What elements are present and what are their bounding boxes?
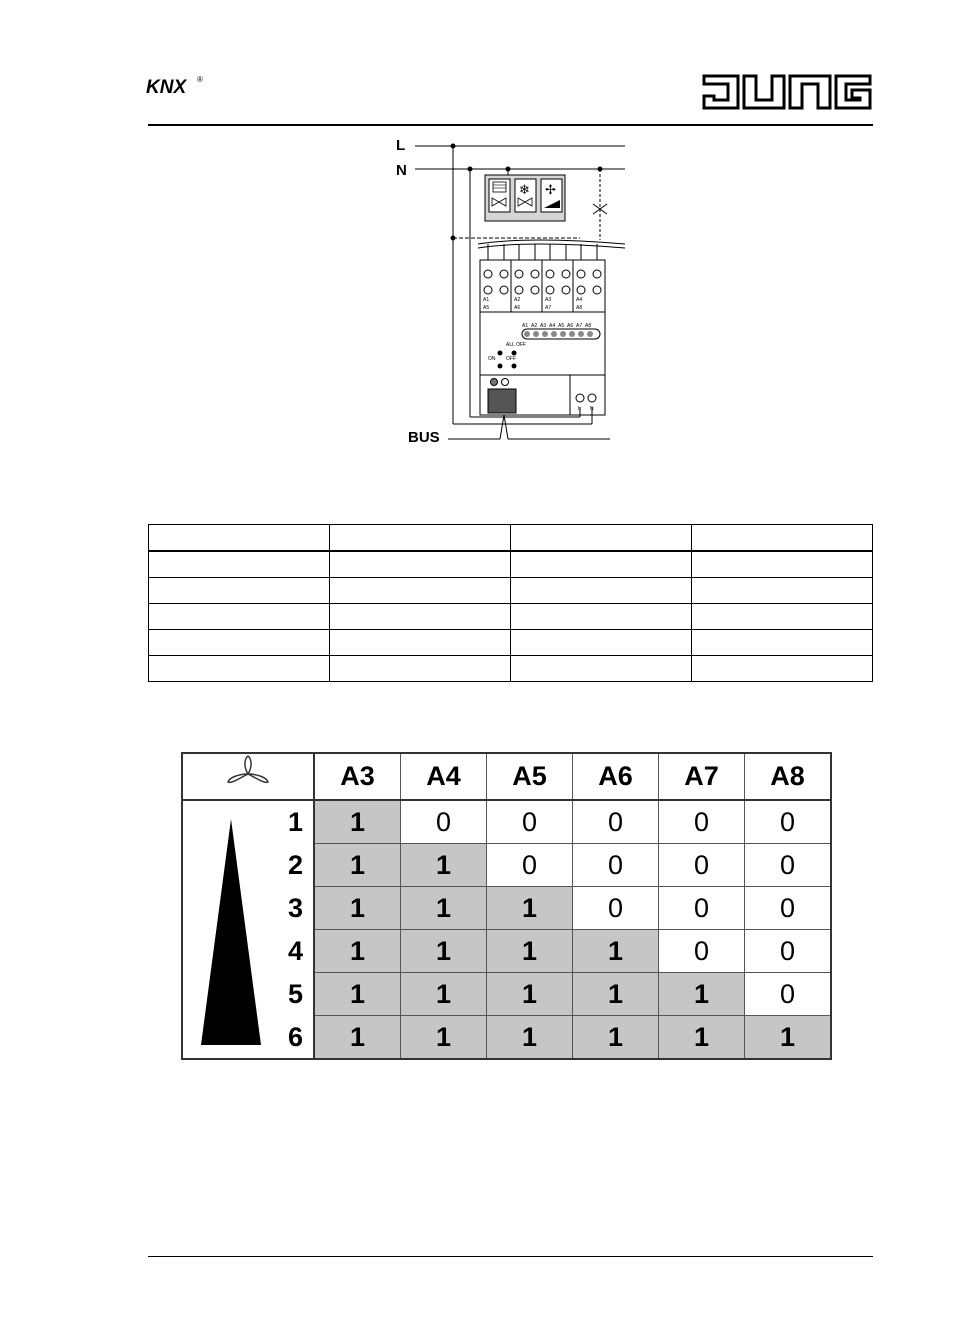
fan-table-cell: 1 [314, 844, 401, 887]
fan-table-cell: 1 [659, 1016, 745, 1060]
jung-logo [700, 70, 875, 116]
off-label: OFF [506, 356, 516, 362]
table-row [149, 630, 873, 656]
column-header-a8: A8 [745, 753, 832, 800]
table-cell [511, 656, 692, 682]
column-header-a5: A5 [487, 753, 573, 800]
all-off-label: ALL OFF [506, 342, 527, 348]
column-header-a3: A3 [314, 753, 401, 800]
fan-table-cell: 0 [745, 973, 832, 1016]
table-cell [330, 604, 511, 630]
table-row [149, 578, 873, 604]
terminal-label-a3: A3 [545, 297, 552, 303]
table-cell [330, 525, 511, 552]
label-l: L [396, 137, 406, 154]
fan-table-cell: 1 [401, 887, 487, 930]
fan-table-cell: 1 [314, 887, 401, 930]
terminal-label-a6: A6 [514, 305, 521, 311]
fan-table-cell: 0 [659, 844, 745, 887]
fan-table-cell: 0 [401, 800, 487, 844]
table-cell [692, 551, 873, 578]
fan-icon [223, 754, 273, 792]
table-cell [511, 525, 692, 552]
fan-table-cell: 1 [314, 930, 401, 973]
fan-table-cell: 1 [401, 930, 487, 973]
led-label-a1: A1 [522, 323, 529, 329]
fan-table-cell: 0 [487, 844, 573, 887]
fan-table-header-row [182, 753, 831, 800]
terminal-label-a2: A2 [514, 297, 521, 303]
table-cell [149, 578, 330, 604]
on-label: ON [488, 356, 496, 362]
fan-table-cell: 1 [659, 973, 745, 1016]
table-row [149, 551, 873, 578]
label-n: N [396, 162, 407, 179]
fan-table-cell: 1 [487, 973, 573, 1016]
column-header-a6: A6 [573, 753, 659, 800]
table-cell [692, 525, 873, 552]
table-cell [692, 578, 873, 604]
fan-table-cell: 1 [314, 973, 401, 1016]
svg-text:✢: ✢ [545, 183, 556, 198]
fan-level-number: 3 [287, 893, 303, 923]
registered-mark: ® [197, 75, 203, 84]
fan-table-cell: 0 [745, 844, 832, 887]
header-rule [148, 124, 873, 126]
svg-text:❄: ❄ [519, 183, 530, 198]
fan-table-cell: 0 [659, 930, 745, 973]
table-cell [511, 551, 692, 578]
fan-table-cell: 1 [401, 973, 487, 1016]
fan-level-number: 5 [287, 979, 303, 1009]
led-label-a3: A3 [540, 323, 547, 329]
table-cell [330, 551, 511, 578]
fan-table-cell: 1 [314, 1016, 401, 1060]
table-row [149, 525, 873, 552]
led-label-a8: A8 [585, 323, 592, 329]
table-cell [330, 578, 511, 604]
terminal-n-label: N [590, 406, 594, 412]
fan-table-cell: 0 [745, 800, 832, 844]
terminal-label-a8: A8 [576, 305, 583, 311]
fan-table-cell: 1 [745, 1016, 832, 1060]
led-label-a2: A2 [531, 323, 538, 329]
fan-table-cell: 0 [573, 887, 659, 930]
table-cell [511, 578, 692, 604]
fan-level-number: 4 [287, 936, 303, 966]
footer-rule [148, 1256, 873, 1257]
table-cell [692, 604, 873, 630]
table-row [149, 656, 873, 682]
fan-table-cell: 1 [487, 1016, 573, 1060]
fan-level-number: 2 [287, 850, 303, 880]
label-bus: BUS [408, 429, 440, 446]
knx-logo [146, 72, 216, 102]
terminal-label-a1: A1 [483, 297, 490, 303]
fan-table-cell: 1 [487, 887, 573, 930]
led-label-a5: A5 [558, 323, 565, 329]
led-label-a7: A7 [576, 323, 583, 329]
led-label-a6: A6 [567, 323, 574, 329]
empty-table [148, 524, 873, 682]
fan-table-cell: 1 [573, 973, 659, 1016]
table-cell [511, 604, 692, 630]
table-row [149, 604, 873, 630]
table-cell [330, 656, 511, 682]
fan-table-cell: 1 [573, 1016, 659, 1060]
column-header-a4: A4 [401, 753, 487, 800]
table-cell [149, 604, 330, 630]
fan-table-cell: 0 [573, 800, 659, 844]
led-label-a4: A4 [549, 323, 556, 329]
fan-level-column [182, 800, 314, 1059]
table-cell [149, 525, 330, 552]
column-header-a7: A7 [659, 753, 745, 800]
fan-table-cell: 0 [573, 844, 659, 887]
fan-table-cell: 1 [573, 930, 659, 973]
jung-logo-text: JUNG [700, 70, 703, 71]
wiring-diagram [380, 132, 630, 452]
fan-level-number: 1 [287, 807, 303, 837]
fan-table-cell: 1 [401, 1016, 487, 1060]
fan-table-cell: 1 [314, 800, 401, 844]
table-cell [149, 656, 330, 682]
fan-header-cell [182, 753, 314, 800]
fan-level-number: 6 [287, 1022, 303, 1052]
fan-level-table [181, 752, 832, 1060]
table-cell [149, 551, 330, 578]
fan-table-cell: 0 [659, 887, 745, 930]
terminal-label-a7: A7 [545, 305, 552, 311]
table-cell [149, 630, 330, 656]
terminal-label-a5: A5 [483, 305, 490, 311]
table-cell [511, 630, 692, 656]
fan-table-cell: 0 [487, 800, 573, 844]
fan-table-cell: 0 [659, 800, 745, 844]
terminal-l-label: L [578, 406, 581, 412]
fan-table-cell: 0 [745, 930, 832, 973]
terminal-label-a4: A4 [576, 297, 583, 303]
table-cell [692, 656, 873, 682]
table-cell [692, 630, 873, 656]
knx-logo-text: KNX [146, 77, 187, 98]
fan-speed-ramp-icon [183, 801, 313, 1059]
fan-table-cell: 0 [745, 887, 832, 930]
fan-table-cell: 1 [487, 930, 573, 973]
fan-table-cell: 1 [401, 844, 487, 887]
table-cell [330, 630, 511, 656]
fan-level-row [182, 800, 831, 844]
